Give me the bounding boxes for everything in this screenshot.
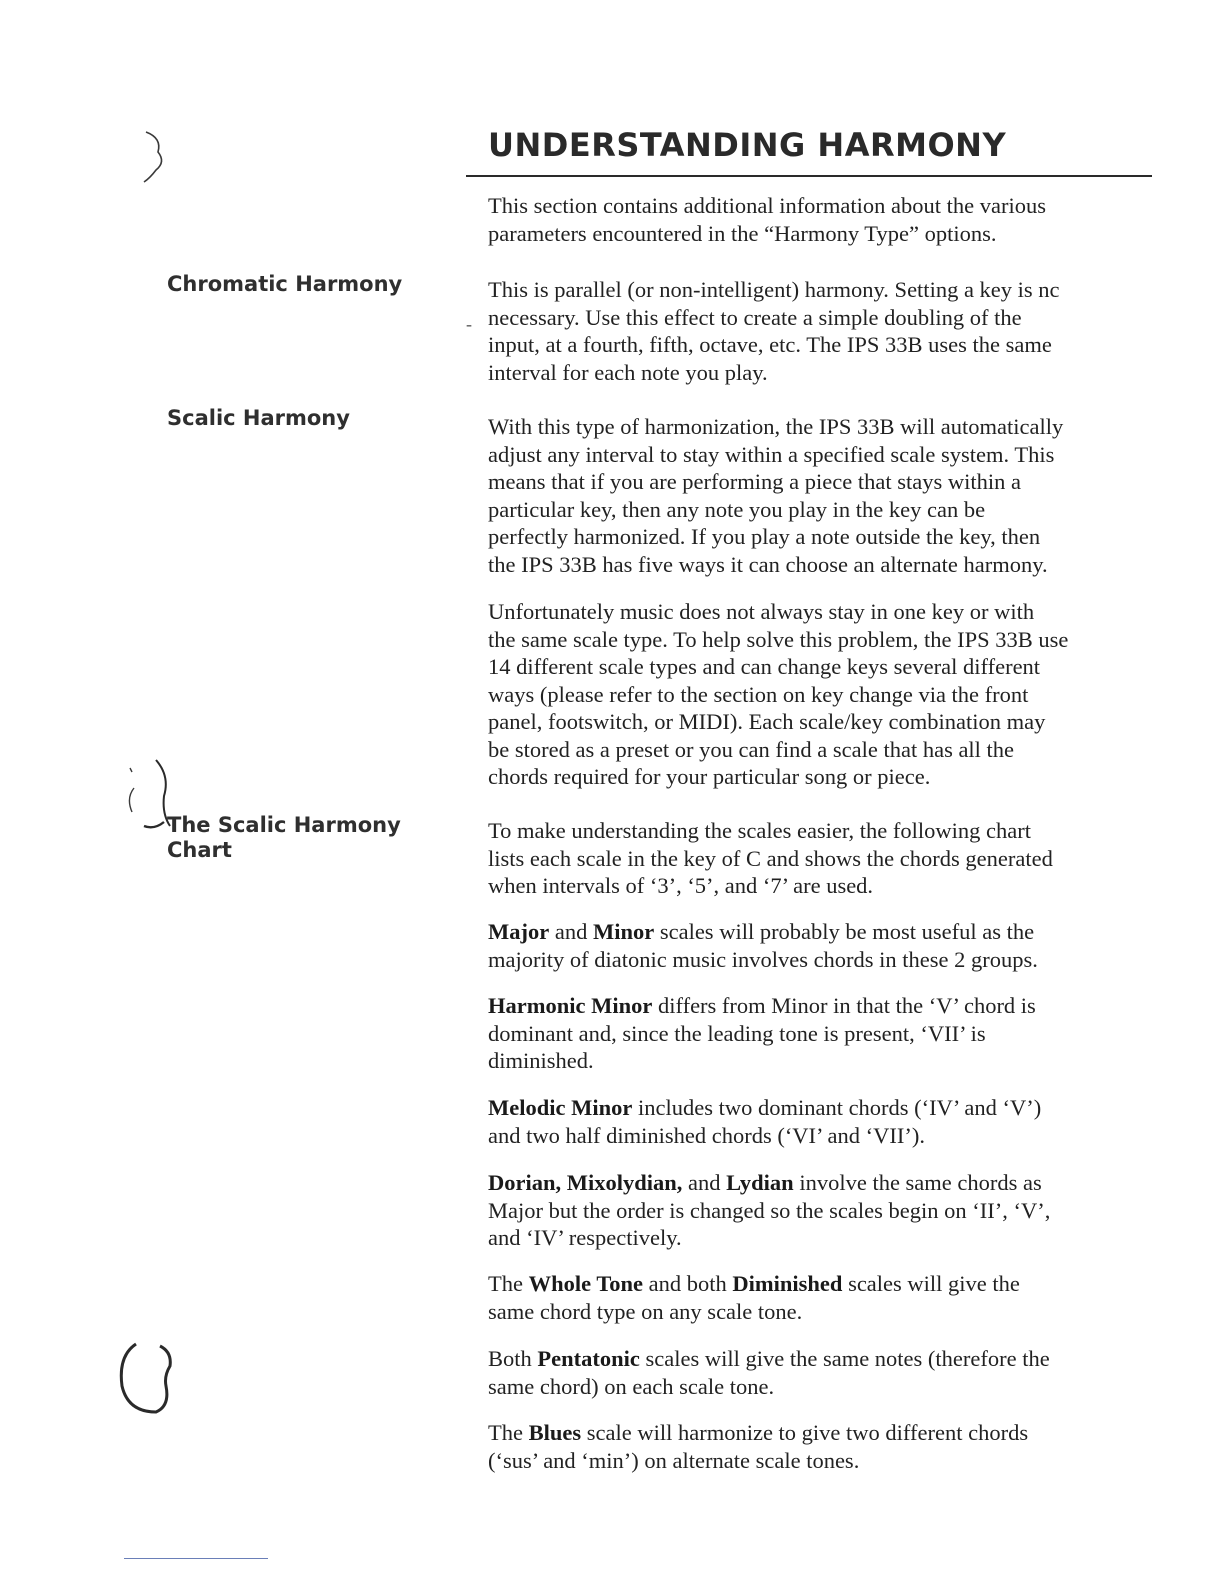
text-line: necessary. Use this effect to create a simple doubling of the bbox=[488, 304, 1022, 330]
margin-dash-mark: - bbox=[466, 314, 472, 334]
text-run: differs from Minor in that the ‘V’ chord is bbox=[652, 993, 1036, 1018]
text-line: dominant and, since the leading tone is present, ‘VII’ is bbox=[488, 1020, 986, 1046]
text-line: perfectly harmonized. If you play a note outside the key, then bbox=[488, 524, 1041, 549]
text-line: the same scale type. To help solve this problem, the IPS 33B use bbox=[488, 626, 1069, 652]
text-line: With this type of harmonization, the IPS 33B will automatically bbox=[488, 414, 1064, 439]
text-line: This is parallel (or non-intelligent) harmony. Setting a key is nc bbox=[488, 277, 1060, 302]
bold-term-dorian-mixolydian: Dorian, Mixolydian, bbox=[488, 1170, 683, 1195]
bold-term-minor: Minor bbox=[592, 919, 655, 944]
title-divider bbox=[466, 175, 1152, 177]
text-line: 14 different scale types and can change keys several different bbox=[488, 654, 1041, 679]
bold-term-major: Major bbox=[488, 919, 550, 944]
bold-term-melodic-minor: Melodic Minor bbox=[488, 1095, 633, 1120]
paragraph-scalic-harmony bbox=[488, 413, 1168, 578]
text-run: involve the same chords as bbox=[793, 1170, 1042, 1195]
text-run: The bbox=[488, 1420, 529, 1445]
text-line bbox=[488, 1169, 1168, 1197]
text-line: ways (please refer to the section on key change via the front bbox=[488, 681, 1029, 707]
bold-term-pentatonic: Pentatonic bbox=[537, 1346, 640, 1371]
text-line bbox=[488, 1419, 1168, 1447]
side-heading-scalic-harmony: Scalic Harmony bbox=[167, 406, 350, 430]
text-line: and two half diminished chords (‘VI’ and ‘VII’). bbox=[488, 1122, 925, 1148]
page-title: UNDERSTANDING HARMONY bbox=[488, 126, 1007, 164]
text-line: diminished. bbox=[488, 1048, 594, 1073]
text-run: and both bbox=[643, 1271, 733, 1296]
text-line: Major but the order is changed so the scales begin on ‘II’, ‘V’, bbox=[488, 1197, 1051, 1223]
text-line: chords required for your particular song or piece. bbox=[488, 764, 931, 789]
paragraph-intro bbox=[488, 192, 1168, 247]
paragraph-major-minor bbox=[488, 918, 1168, 973]
text-line bbox=[488, 918, 1168, 946]
text-line: input, at a fourth, fifth, octave, etc. The IPS 33B uses the same bbox=[488, 332, 1052, 357]
text-run: includes two dominant chords (‘IV’ and ‘V’) bbox=[632, 1095, 1042, 1120]
text-line: adjust any interval to stay within a specified scale system. This bbox=[488, 441, 1055, 467]
paragraph-modes bbox=[488, 1169, 1168, 1252]
text-run: Both bbox=[488, 1346, 538, 1371]
paragraph-whole-tone bbox=[488, 1270, 1168, 1325]
text-line: when intervals of ‘3’, ‘5’, and ‘7’ are used. bbox=[488, 873, 874, 898]
text-line: be stored as a preset or you can find a scale that has all the bbox=[488, 736, 1015, 762]
bold-term-blues: Blues bbox=[528, 1420, 582, 1445]
side-heading-scalic-harmony-chart bbox=[167, 813, 427, 863]
text-line: the IPS 33B has five ways it can choose an alternate harmony. bbox=[488, 551, 1048, 577]
text-line: parameters encountered in the “Harmony Type” options. bbox=[488, 220, 997, 246]
paragraph-harmonic-minor bbox=[488, 992, 1168, 1075]
text-line: (‘sus’ and ‘min’) on alternate scale tones. bbox=[488, 1447, 860, 1473]
bold-term-whole-tone: Whole Tone bbox=[528, 1271, 644, 1296]
footer-rule bbox=[124, 1558, 268, 1559]
text-line bbox=[488, 1270, 1168, 1298]
side-heading-chart-line1: The Scalic Harmony bbox=[167, 813, 401, 837]
paragraph-scale-types bbox=[488, 598, 1168, 791]
text-run: and bbox=[549, 919, 593, 944]
side-heading-chromatic-harmony: Chromatic Harmony bbox=[167, 272, 403, 296]
binder-hole-mark-bottom bbox=[112, 1336, 182, 1420]
text-line: lists each scale in the key of C and shows the chords generated bbox=[488, 845, 1053, 871]
text-line: and ‘IV’ respectively. bbox=[488, 1225, 682, 1250]
text-run: scales will give the same notes (therefore the bbox=[639, 1346, 1050, 1371]
text-run: and bbox=[682, 1170, 727, 1195]
text-line: same chord) on each scale tone. bbox=[488, 1373, 775, 1399]
bold-term-lydian: Lydian bbox=[726, 1170, 794, 1195]
text-run: scales will give the bbox=[842, 1271, 1020, 1296]
text-line bbox=[488, 1345, 1168, 1373]
text-line: panel, footswitch, or MIDI). Each scale/key combination may bbox=[488, 709, 1046, 734]
paragraph-melodic-minor bbox=[488, 1094, 1168, 1149]
text-run: The bbox=[488, 1271, 529, 1296]
bold-term-harmonic-minor: Harmonic Minor bbox=[488, 993, 653, 1018]
paragraph-pentatonic bbox=[488, 1345, 1168, 1400]
side-heading-chart-line2: Chart bbox=[167, 838, 232, 862]
binder-hole-mark-top bbox=[140, 128, 180, 188]
paragraph-chromatic-harmony bbox=[488, 276, 1168, 386]
text-line bbox=[488, 1094, 1168, 1122]
text-line: Unfortunately music does not always stay in one key or with bbox=[488, 599, 1035, 624]
bold-term-diminished: Diminished bbox=[732, 1271, 843, 1296]
paragraph-chart-intro bbox=[488, 817, 1168, 900]
paragraph-blues bbox=[488, 1419, 1168, 1474]
text-run: scales will probably be most useful as the bbox=[654, 919, 1035, 944]
text-run: scale will harmonize to give two different chords bbox=[581, 1420, 1029, 1445]
text-line: This section contains additional information about the various bbox=[488, 193, 1047, 218]
text-line: To make understanding the scales easier, the following chart bbox=[488, 818, 1031, 843]
text-line: majority of diatonic music involves chords in these 2 groups. bbox=[488, 946, 1038, 972]
text-line: particular key, then any note you play in the key can be bbox=[488, 496, 986, 522]
text-line bbox=[488, 992, 1168, 1020]
text-line: interval for each note you play. bbox=[488, 359, 768, 385]
text-line: same chord type on any scale tone. bbox=[488, 1298, 803, 1324]
text-line: means that if you are performing a piece that stays within a bbox=[488, 469, 1021, 494]
